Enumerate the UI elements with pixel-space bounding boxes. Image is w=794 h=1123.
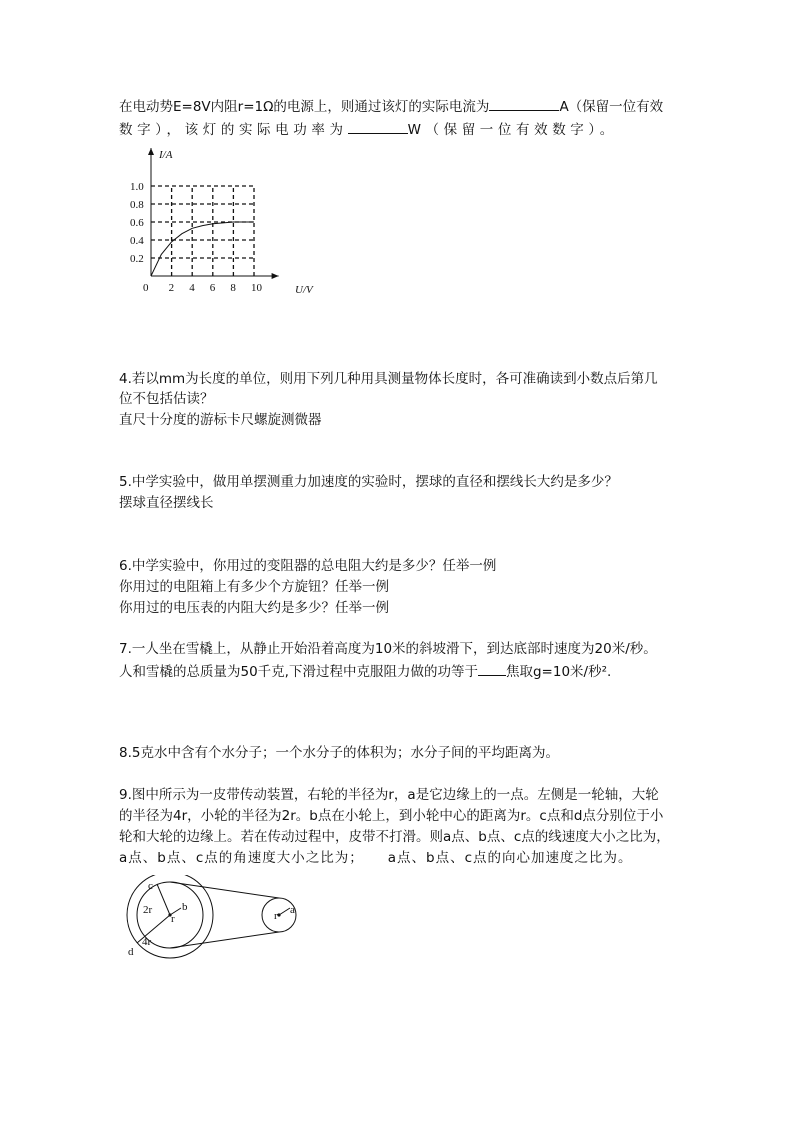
q3-line1-tail: A（保留一位有效 [559,99,664,115]
label-c: c [148,880,153,892]
label-a: a [290,904,295,916]
x-axis-arrow [272,273,279,279]
x-tick-label: 4 [189,282,195,294]
q9-line2: 的半径为4r，小轮的半径为2r。b点在小轮上，到小轮中心的距离为r。c点和d点分别位于小 [119,808,664,824]
q6-line1: 6.中学实验中，你用过的变阻器的总电阻大约是多少？任举一例 [119,558,497,574]
answer-blank-power[interactable] [348,119,408,134]
y-axis-label: I/A [159,149,173,161]
q9-line1: 9.图中所示为一皮带传动装置，右轮的半径为r，a是它边缘上的一点。左侧是一轮轴，大轮 [119,787,659,803]
belt-top [170,882,279,898]
q3-line1-text: 在电动势E=8V内阻r=1Ω的电源上，则通过该灯的实际电流为 [119,99,490,115]
q5-line1: 5.中学实验中，做用单摆测重力加速度的实验时，摆球的直径和摆线长大约是多少？ [119,474,618,490]
q9-line4-part1: a点、b点、c点的角速度大小之比为； [119,850,364,866]
q7-line2 [119,661,611,682]
label-r-right: r [274,910,278,922]
q9-line3: 轮和大轮的边缘上。若在传动过程中，皮带不打滑。则a点、b点、c点的线速度大小之比为， [119,829,670,845]
belt-drive-figure [122,875,322,965]
y-axis-arrow [148,148,154,155]
y-tick-label: 0.8 [130,199,144,211]
chart-series [151,222,254,276]
radius-c [157,884,170,915]
label-4r: 4r [142,936,152,948]
y-tick-label: 0.6 [130,217,144,229]
label-r-left: r [171,913,175,925]
label-d: d [128,946,134,958]
answer-blank-work[interactable] [478,661,506,676]
label-b: b [182,901,188,913]
chart-tick-labels [130,181,263,294]
q9-line4 [119,848,633,868]
x-tick-label: 8 [230,282,236,294]
center-right [277,913,280,916]
q6-line2: 你用过的电阻箱上有多少个方旋钮？任举一例 [119,579,389,595]
x-tick-label: 0 [143,282,149,294]
label-2r: 2r [143,904,153,916]
q6-line3: 你用过的电压表的内阻大约是多少？任举一例 [119,600,389,616]
y-tick-label: 0.2 [130,253,144,265]
iu-chart [118,140,348,300]
chart-grid [151,186,254,276]
q4-line3: 直尺十分度的游标卡尺螺旋测微器 [119,412,322,428]
q3-line2-text: 数字），该灯的实际电功率为 [119,122,348,138]
y-tick-label: 1.0 [130,181,144,193]
radius-a [279,908,290,915]
q4-line2: 位不包括估读？ [119,391,214,407]
x-tick-label: 6 [209,282,216,294]
q5-line2: 摆球直径摆线长 [119,495,214,511]
q9-line4-part2: a点、b点、c点的向心加速度之比为。 [387,850,633,866]
q8-line1: 8.5克水中含有个水分子；一个水分子的体积为；水分子间的平均距离为。 [119,745,559,761]
q3-line1 [119,96,663,117]
y-tick-label: 0.4 [130,235,144,247]
q4-line1: 4.若以mm为长度的单位，则用下列几种用具测量物体长度时，各可准确读到小数点后第几 [119,371,658,387]
belt-bottom [170,932,279,948]
q3-line2 [119,119,618,140]
q7-line1: 7.一人坐在雪橇上，从静止开始沿着高度为10米的斜坡滑下，到达底部时速度为20米/秒。 [119,641,657,657]
x-axis-label: U/V [295,284,313,296]
x-tick-label: 2 [168,282,175,294]
series-line [151,222,254,276]
q3-line2-tail: W（保留一位有效数字）。 [407,122,618,138]
q7-line2-tail: 焦取g=10米/秒². [505,664,612,680]
q7-line2-text: 人和雪橇的总质量为50千克,下滑过程中克服阻力做的功等于 [119,664,478,680]
answer-blank-current[interactable] [489,96,559,111]
x-tick-label: 10 [251,282,262,294]
